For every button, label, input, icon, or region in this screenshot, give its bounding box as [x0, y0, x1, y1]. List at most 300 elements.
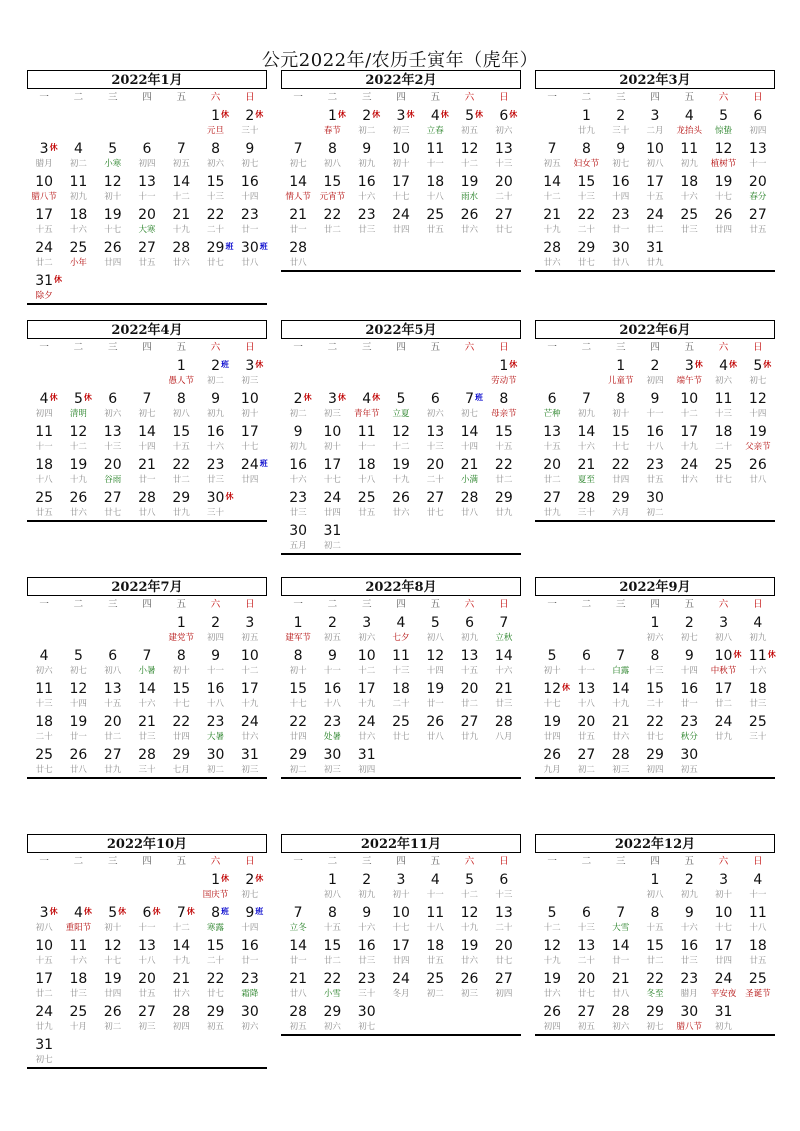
day-number: 3: [362, 615, 372, 631]
day-number: 25: [35, 747, 54, 763]
lunar-date: 廿四: [715, 956, 733, 966]
lunar-date: 廿七: [646, 732, 664, 742]
day-number: 6: [108, 391, 118, 407]
day-cell: [198, 487, 232, 520]
day-cell: [198, 171, 232, 204]
lunar-date: 廿二: [104, 732, 122, 742]
empty-cell: [27, 612, 61, 645]
day-cell: [281, 421, 315, 454]
day-number: 3: [396, 872, 406, 888]
lunar-date: 初五: [461, 126, 479, 136]
day-cell: [27, 138, 61, 171]
day-cell: [452, 869, 486, 902]
lunar-date: 初八: [323, 890, 341, 900]
lunar-date: 二十: [392, 699, 410, 709]
lunar-date: 初十: [612, 409, 630, 419]
day-number: 23: [680, 714, 699, 730]
day-number: 25: [748, 714, 767, 730]
day-number: 2: [684, 872, 694, 888]
weekday-label: 三: [615, 856, 626, 867]
solar-term-label: 大暑: [207, 732, 225, 742]
lunar-date: 十四: [241, 192, 259, 202]
day-number: 22: [206, 207, 225, 223]
lunar-date: 廿八: [241, 258, 259, 268]
empty-cell: [535, 869, 569, 902]
day-cell: [384, 678, 418, 711]
day-cell: [604, 1001, 638, 1034]
lunar-date: 廿七: [392, 732, 410, 742]
lunar-date: 初三: [612, 765, 630, 775]
lunar-date: 十三: [577, 923, 595, 933]
day-cell: [672, 138, 706, 171]
lunar-date: 初六: [426, 409, 444, 419]
day-number: 7: [293, 905, 303, 921]
day-cell: [535, 421, 569, 454]
day-cell: [350, 645, 384, 678]
day-number: 9: [245, 141, 255, 157]
lunar-date: 廿四: [612, 475, 630, 485]
day-number: 15: [611, 424, 630, 440]
solar-term-label: 立夏: [392, 409, 410, 419]
day-number: 14: [138, 424, 156, 440]
lunar-date: 廿七: [577, 989, 595, 999]
weekday-header: [535, 855, 775, 869]
day-cell: [233, 869, 267, 902]
lunar-date: 廿八: [612, 989, 630, 999]
day-cell: [487, 355, 521, 388]
lunar-date: 三十: [358, 989, 376, 999]
holiday-mark: 休: [372, 393, 381, 402]
day-number: 24: [392, 207, 410, 223]
day-cell: [706, 1001, 740, 1034]
lunar-date: 十七: [612, 442, 630, 452]
month-block: [535, 577, 775, 779]
lunar-date: 初三: [241, 765, 259, 775]
day-cell: [315, 968, 349, 1001]
day-cell: [706, 935, 740, 968]
festival-label: 建军节: [285, 633, 311, 643]
day-cell: [350, 1001, 384, 1034]
day-number: 18: [748, 938, 767, 954]
day-number: 26: [392, 490, 410, 506]
lunar-date: 廿二: [495, 475, 513, 485]
day-number: 10: [35, 174, 54, 190]
holiday-mark: 休: [562, 683, 571, 692]
day-number: 2 休: [233, 105, 267, 126]
day-cell: [61, 678, 95, 711]
day-number: 6: [581, 905, 591, 921]
lunar-date: 十八: [138, 956, 156, 966]
day-number: 11: [392, 648, 410, 664]
empty-cell: [61, 869, 95, 902]
day-number: 20: [494, 938, 513, 954]
lunar-date: 初十: [104, 192, 122, 202]
day-cell: [27, 237, 61, 270]
day-cell: [487, 138, 521, 171]
day-number: 12: [543, 938, 562, 954]
lunar-date: 十五: [543, 442, 561, 452]
lunar-date: 十七: [104, 956, 122, 966]
day-cell: [96, 138, 130, 171]
day-number: 29 班: [198, 237, 232, 258]
day-cell: [61, 487, 95, 520]
festival-label: 腊八节: [31, 192, 57, 202]
lunar-date: 廿二: [715, 699, 733, 709]
day-number: 22: [206, 971, 225, 987]
day-cell: [198, 744, 232, 777]
month-bottom-rule: [27, 520, 267, 522]
lunar-date: 十九: [69, 475, 87, 485]
lunar-date: 十四: [749, 409, 767, 419]
lunar-date: 初八: [646, 159, 664, 169]
empty-cell: [96, 105, 130, 138]
lunar-date: 廿三: [680, 956, 698, 966]
day-cell: [452, 388, 486, 421]
solar-term-label: 冬至: [646, 989, 664, 999]
holiday-mark: 休: [49, 907, 58, 916]
month-bottom-rule: [535, 1034, 775, 1036]
day-cell: [198, 968, 232, 1001]
lunar-date: 初八: [646, 890, 664, 900]
day-cell: [569, 237, 603, 270]
holiday-mark: 休: [509, 360, 518, 369]
day-number: 30: [240, 1004, 259, 1020]
lunar-date: 廿一: [680, 699, 698, 709]
lunar-date: 十四: [138, 442, 156, 452]
lunar-date: 廿一: [289, 956, 307, 966]
day-grid: [535, 612, 775, 777]
lunar-date: 十四: [461, 442, 479, 452]
day-number: 17: [323, 457, 342, 473]
lunar-date: 十三: [392, 666, 410, 676]
lunar-date: 廿五: [749, 225, 767, 235]
weekday-label: 日: [499, 342, 509, 353]
day-cell: [233, 388, 267, 421]
day-number: 1: [176, 358, 186, 374]
day-number: 23: [289, 490, 308, 506]
day-cell: [741, 869, 775, 902]
holiday-mark: 休: [337, 393, 346, 402]
day-cell: [452, 105, 486, 138]
weekday-label: 一: [293, 92, 303, 103]
day-number: 2: [650, 358, 660, 374]
holiday-mark: 休: [406, 110, 415, 119]
holiday-mark: 休: [225, 492, 234, 501]
lunar-date: 初三: [323, 409, 341, 419]
weekday-label: 日: [753, 599, 763, 610]
lunar-date: 初十: [241, 409, 259, 419]
day-cell: [350, 171, 384, 204]
lunar-date: 十一: [323, 666, 341, 676]
day-cell: [315, 105, 349, 138]
day-cell: [741, 421, 775, 454]
day-cell: [281, 388, 315, 421]
holiday-mark: 休: [337, 110, 346, 119]
lunar-date: 十四: [241, 923, 259, 933]
festival-label: 元宵节: [319, 192, 346, 202]
day-number: 5 休: [96, 902, 130, 923]
day-cell: [638, 612, 672, 645]
lunar-date: 初四: [749, 126, 767, 136]
day-cell: [672, 968, 706, 1001]
lunar-date: 二月: [646, 126, 664, 136]
lunar-date: 十二: [392, 442, 410, 452]
day-number: 21: [289, 971, 308, 987]
empty-cell: [281, 105, 315, 138]
day-cell: [569, 1001, 603, 1034]
lunar-date: 廿一: [69, 732, 87, 742]
day-number: 19: [460, 174, 479, 190]
day-number: 13: [103, 681, 122, 697]
month-title: 2022年2月: [281, 70, 521, 89]
day-number: 10: [392, 141, 410, 157]
lunar-date: 初七: [461, 409, 479, 419]
weekday-label: 四: [396, 342, 406, 353]
day-number: 20: [103, 714, 122, 730]
day-number: 31: [646, 240, 664, 256]
lunar-date: 十六: [577, 442, 595, 452]
holiday-mark: 休: [729, 360, 738, 369]
lunar-date: 初十: [323, 442, 341, 452]
weekday-label: 一: [39, 342, 49, 353]
lunar-date: 三十: [207, 508, 225, 518]
lunar-date: 初四: [543, 1022, 561, 1032]
lunar-date: 初七: [289, 159, 307, 169]
lunar-date: 十一: [207, 666, 225, 676]
day-number: 4: [684, 108, 694, 124]
empty-cell: [569, 612, 603, 645]
lunar-date: 十三: [646, 666, 664, 676]
day-cell: [638, 388, 672, 421]
day-cell: [164, 645, 198, 678]
lunar-date: 初四: [207, 633, 225, 643]
lunar-date: 廿一: [241, 956, 259, 966]
day-cell: [487, 968, 521, 1001]
lunar-date: 十五: [323, 923, 341, 933]
lunar-date: 十九: [543, 956, 561, 966]
lunar-date: 廿五: [138, 989, 156, 999]
day-number: 7: [616, 905, 626, 921]
lunar-date: 十五: [495, 442, 513, 452]
day-grid: [27, 355, 267, 520]
day-number: 24: [323, 490, 342, 506]
day-number: 1: [327, 872, 337, 888]
lunar-date: 三十: [138, 765, 156, 775]
day-number: 23: [206, 714, 225, 730]
day-cell: [198, 612, 232, 645]
day-number: 21: [611, 714, 630, 730]
day-number: 23: [240, 971, 259, 987]
empty-cell: [569, 869, 603, 902]
day-cell: [61, 454, 95, 487]
day-number: 2: [684, 615, 694, 631]
day-number: 8: [650, 648, 660, 664]
day-cell: [198, 421, 232, 454]
day-cell: [315, 711, 349, 744]
day-cell: [61, 204, 95, 237]
day-cell: [281, 612, 315, 645]
day-number: 10: [357, 648, 376, 664]
day-grid: [535, 355, 775, 520]
empty-cell: [96, 355, 130, 388]
day-number: 22: [611, 457, 630, 473]
lunar-date: 廿一: [289, 225, 307, 235]
day-number: 27: [543, 490, 562, 506]
day-number: 17: [680, 424, 699, 440]
solar-term-label: 小雪: [323, 989, 341, 999]
day-number: 16: [680, 681, 699, 697]
day-number: 24: [35, 240, 54, 256]
day-cell: [350, 612, 384, 645]
day-number: 8: [650, 905, 660, 921]
day-number: 19: [543, 714, 562, 730]
day-number: 8: [581, 141, 591, 157]
day-cell: [61, 237, 95, 270]
day-number: 28: [543, 240, 562, 256]
day-cell: [604, 355, 638, 388]
day-cell: [569, 935, 603, 968]
lunar-date: 十一: [426, 159, 444, 169]
day-cell: [315, 935, 349, 968]
day-number: 8: [293, 648, 303, 664]
day-number: 11: [35, 424, 54, 440]
day-number: 31: [35, 1037, 54, 1053]
workday-mark: 班: [259, 242, 268, 251]
day-number: 13: [543, 424, 562, 440]
day-cell: [638, 968, 672, 1001]
day-cell: [418, 902, 452, 935]
day-number: 5: [430, 615, 440, 631]
month-title: 2022年12月: [535, 834, 775, 853]
day-number: 12: [714, 141, 733, 157]
lunar-date: 十六: [358, 192, 376, 202]
weekday-label: 二: [73, 92, 84, 103]
lunar-date: 廿五: [646, 475, 664, 485]
weekday-label: 五: [176, 856, 187, 867]
solar-term-label: 处暑: [323, 732, 341, 742]
lunar-date: 腊月: [680, 989, 698, 999]
day-number: 5: [396, 391, 406, 407]
lunar-date: 十二: [69, 442, 87, 452]
day-cell: [418, 388, 452, 421]
day-number: 30: [611, 240, 630, 256]
day-cell: [535, 454, 569, 487]
day-cell: [27, 171, 61, 204]
day-cell: [604, 645, 638, 678]
lunar-date: 十八: [35, 475, 53, 485]
day-number: 13: [138, 938, 156, 954]
festival-label: 腊八节: [676, 1022, 703, 1032]
solar-term-label: 谷雨: [104, 475, 122, 485]
lunar-date: 十九: [461, 923, 479, 933]
day-cell: [384, 487, 418, 520]
day-cell: [315, 520, 349, 553]
day-number: 14: [289, 938, 308, 954]
day-number: 11 休: [741, 645, 775, 666]
lunar-date: 初二: [104, 1022, 122, 1032]
weekday-label: 四: [396, 599, 406, 610]
day-number: 17: [392, 938, 410, 954]
lunar-date: 初五: [577, 1022, 595, 1032]
day-number: 19: [103, 207, 122, 223]
lunar-date: 初八: [104, 666, 122, 676]
lunar-date: 初五: [323, 633, 341, 643]
day-number: 29: [172, 747, 191, 763]
day-cell: [27, 744, 61, 777]
weekday-label: 二: [327, 342, 338, 353]
lunar-date: 二十: [577, 956, 595, 966]
day-number: 22: [289, 714, 308, 730]
day-cell: [96, 744, 130, 777]
lunar-date: 廿三: [69, 989, 87, 999]
day-number: 7: [499, 615, 509, 631]
day-number: 10: [240, 391, 259, 407]
day-number: 15: [206, 174, 225, 190]
lunar-date: 廿二: [646, 956, 664, 966]
month-title: 2022年7月: [27, 577, 267, 596]
day-cell: [418, 968, 452, 1001]
lunar-date: 七月: [172, 765, 190, 775]
day-cell: [350, 454, 384, 487]
day-cell: [452, 204, 486, 237]
day-number: 6: [547, 391, 557, 407]
weekday-label: 一: [39, 599, 49, 610]
weekday-label: 六: [718, 856, 729, 867]
day-cell: [315, 612, 349, 645]
day-number: 20: [494, 174, 513, 190]
day-cell: [535, 645, 569, 678]
day-number: 3: [245, 615, 255, 631]
month-title: 2022年5月: [281, 320, 521, 339]
day-number: 24: [646, 207, 664, 223]
day-cell: [315, 645, 349, 678]
month-bottom-rule: [535, 270, 775, 272]
workday-mark: 班: [255, 907, 264, 916]
festival-label: 情人节: [285, 192, 311, 202]
day-number: 1 休: [198, 105, 232, 126]
day-number: 1: [293, 615, 303, 631]
day-cell: [96, 237, 130, 270]
lunar-date: 十四: [612, 192, 630, 202]
day-number: 13: [460, 648, 479, 664]
weekday-label: 五: [430, 92, 441, 103]
lunar-date: 十一: [138, 923, 156, 933]
day-number: 11: [35, 681, 54, 697]
day-number: 28: [138, 490, 156, 506]
festival-label: 中秋节: [710, 666, 737, 676]
holiday-mark: 休: [763, 360, 772, 369]
day-cell: [452, 645, 486, 678]
lunar-date: 初六: [241, 1022, 259, 1032]
lunar-date: 十六: [749, 666, 767, 676]
day-number: 27: [460, 714, 479, 730]
day-cell: [164, 487, 198, 520]
day-cell: [281, 678, 315, 711]
day-cell: [384, 902, 418, 935]
day-number: 2 休: [233, 869, 267, 890]
weekday-label: 三: [361, 856, 372, 867]
weekday-label: 二: [581, 599, 592, 610]
day-cell: [198, 138, 232, 171]
solar-term-label: 雨水: [461, 192, 479, 202]
lunar-date: 初四: [138, 159, 156, 169]
day-number: 6 休: [487, 105, 521, 126]
festival-label: 建党节: [168, 633, 195, 643]
solar-term-label: 夏至: [577, 475, 595, 485]
weekday-label: 三: [107, 856, 118, 867]
lunar-date: 十三: [104, 442, 122, 452]
day-cell: [350, 138, 384, 171]
